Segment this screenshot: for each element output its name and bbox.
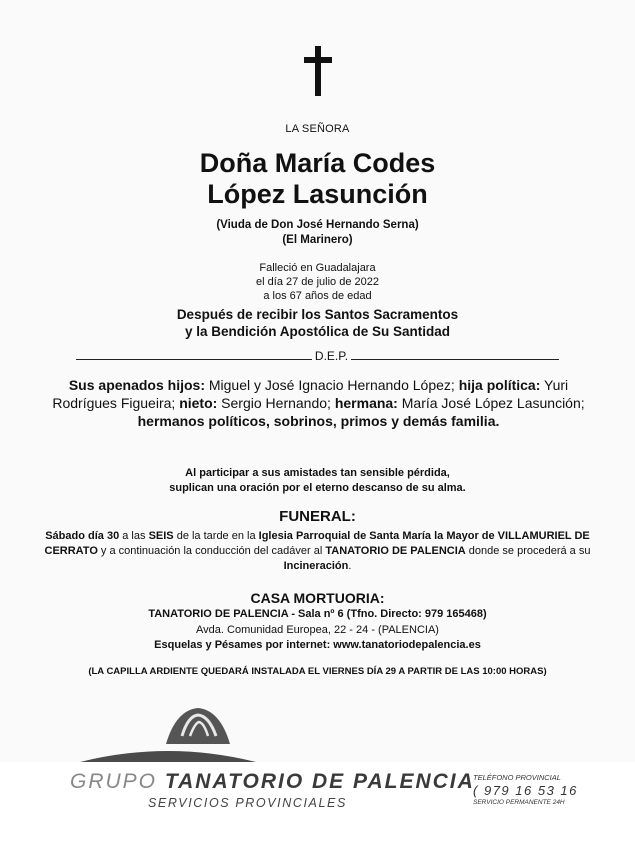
funeral-text-8: donde se procederá a su	[465, 545, 591, 557]
brand-grupo: GRUPO	[70, 770, 158, 793]
sacraments-line-2: y la Bendición Apostólica de Su Santidad	[184, 324, 451, 339]
label-grandson: nieto:	[179, 395, 218, 411]
funeral-tanatorio: TANATORIO DE PALENCIA	[325, 545, 466, 557]
label-inlaw: hija política:	[458, 377, 541, 393]
death-line-3: a los 67 años de edad	[263, 290, 372, 302]
funeral-heading: FUNERAL:	[279, 508, 356, 525]
funeral-hour: SEIS	[148, 530, 174, 542]
phone-value: 979 16 53 16	[483, 783, 578, 798]
sacraments-text	[0, 306, 635, 340]
sacraments-line-1: Después de recibir los Santos Sacramentos	[176, 307, 459, 322]
phone-number	[473, 783, 578, 798]
death-info	[0, 261, 635, 303]
widow-info	[0, 218, 635, 248]
brand-tanatorio: TANATORIO DE PALENCIA	[164, 770, 475, 793]
funeral-incineration: Incineración	[283, 560, 349, 572]
brand-name	[70, 770, 475, 794]
phone-label: TELÉFONO PROVINCIAL	[473, 773, 561, 782]
phone-note: SERVICIO PERMANENTE 24H	[473, 799, 565, 806]
phone-icon: (	[473, 783, 479, 798]
divider-line-left	[76, 358, 312, 360]
casa-heading: CASA MORTUORIA:	[250, 590, 385, 606]
divider-line-right	[351, 358, 559, 360]
grandson-name: Sergio Hernando;	[217, 395, 335, 411]
funeral-details	[40, 529, 595, 574]
brand-subtitle: SERVICIOS PROVINCIALES	[148, 796, 347, 810]
funeral-text-4: de la tarde en la	[173, 530, 259, 542]
dep-divider	[0, 349, 635, 363]
casa-line-2: Avda. Comunidad Europea, 22 - 24 - (PALENCIA)	[196, 623, 439, 636]
funeral-text-2: a las	[119, 530, 149, 542]
widow-line-2: (El Marinero)	[282, 234, 353, 246]
phone-block	[473, 773, 578, 806]
capilla-note: (LA CAPILLA ARDIENTE QUEDARÁ INSTALADA EL VIERNES DÍA 29 A PARTIR DE LAS 10:00 HORAS)	[88, 666, 547, 677]
funeral-church: Iglesia Parroquial de Santa María la Mayor de VILLAMURIEL DE CERRATO	[44, 530, 590, 557]
death-line-2: el día 27 de julio de 2022	[256, 276, 379, 288]
casa-details	[0, 607, 635, 654]
name-line-2: López Lasunción	[207, 179, 428, 209]
widow-line-1: (Viuda de Don José Hernando Serna)	[216, 219, 419, 231]
funeral-day: Sábado día 30	[45, 530, 120, 542]
participate-line-2: suplican una oración por el eterno descanso de su alma.	[169, 482, 466, 494]
name-line-1: Doña María Codes	[199, 148, 436, 178]
inlaw-name: Yuri Rodrígues Figueira;	[52, 377, 569, 411]
participate-line-1: Al participar a sus amistades tan sensible pérdida,	[185, 467, 450, 479]
mourners-text	[36, 376, 601, 430]
children-names: Miguel y José Ignacio Hernando López;	[204, 377, 459, 393]
deceased-name	[0, 148, 635, 210]
label-children: Sus apenados hijos:	[68, 377, 205, 393]
casa-line-1: TANATORIO DE PALENCIA - Sala nº 6 (Tfno. Directo: 979 165468)	[148, 608, 487, 620]
funeral-text-10: .	[348, 560, 352, 572]
rest-family: hermanos políticos, sobrinos, primos y demás familia.	[137, 413, 500, 429]
intro-text: LA SEÑORA	[285, 123, 350, 135]
sister-name: María José López Lasunción;	[397, 395, 585, 411]
casa-line-3: Esquelas y Pésames por internet: www.tanatoriodepalencia.es	[154, 639, 481, 651]
label-sister: hermana:	[334, 395, 398, 411]
tanatorio-logo-icon	[78, 706, 258, 769]
death-line-1: Falleció en Guadalajara	[259, 262, 376, 274]
funeral-text-6: y a continuación la conducción del cadáver al	[97, 545, 326, 557]
participate-text	[0, 466, 635, 496]
dep-text: D.E.P.	[314, 349, 349, 363]
cross-icon	[0, 46, 635, 96]
